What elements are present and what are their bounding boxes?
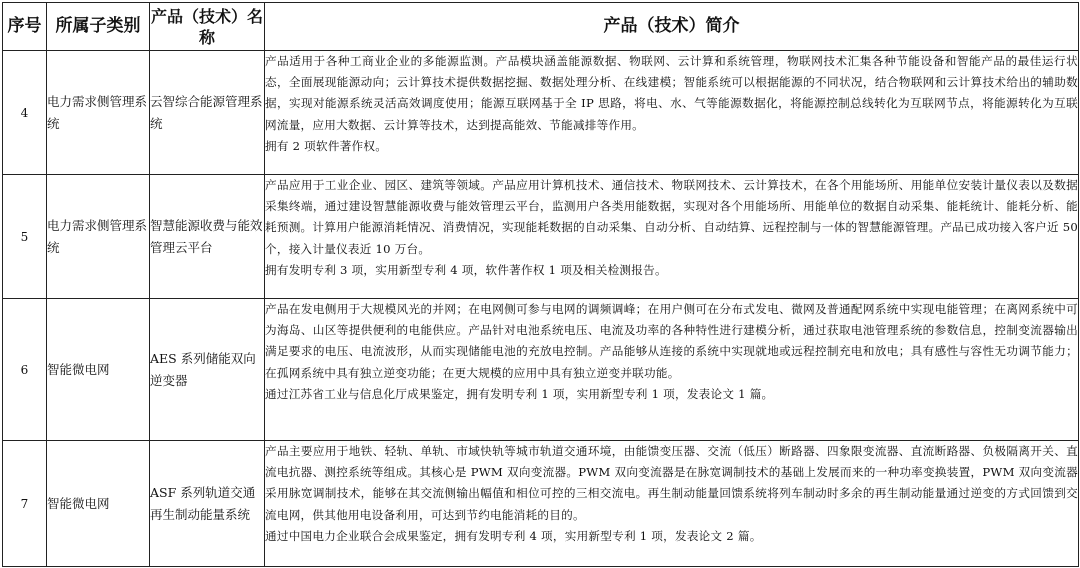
- table-row: [3, 441, 1079, 567]
- row-number: 7: [3, 441, 47, 567]
- row-intro-text: 产品适用于各种工商业企业的多能源监测。产品模块涵盖能源数据、物联网、云计算和系统管理，物联网技术汇集各种节能设备和智能产品的最佳运行状态，全面展现能源动向；云计算技术提供数据挖掘、数据处理分析、在线建模；智能系统可以根据能源的不同状况，结合物联网和云计算技术给出的辅助数据，实现对能源系统灵活高效调度使用；能源互联网基于全 IP 思路，将电、水、气等能源数据化，将能源控制总线转化为互联网节点，将能源转化为互联网流量，应用大数据、云计算等技术，达到提高能效、节能减排等作用。: [265, 54, 1078, 132]
- table-row: [3, 299, 1079, 441]
- row-intro: [265, 299, 1079, 441]
- row-intro-note: 通过江苏省工业与信息化厅成果鉴定，拥有发明专利 1 项，实用新型专利 1 项，发表论文 1 篇。: [265, 386, 774, 401]
- row-intro: [265, 51, 1079, 175]
- row-product-name: 云智综合能源管理系统: [150, 51, 265, 175]
- header-row: [3, 3, 1079, 51]
- row-number: 6: [3, 299, 47, 441]
- row-category: 智能微电网: [47, 441, 150, 567]
- row-intro-text: 产品在发电侧用于大规模风光的并网；在电网侧可参与电网的调频调峰；在用户侧可在分布式发电、微网及普通配网系统中实现电能管理；在离网系统中可为海岛、山区等提供便利的电能供应。产品针对电池系统电压、电流及功率的各种特性进行建模分析，通过获取电池管理系统的参数信息，控制变流器输出满足要求的电压、电流波形，从而实现储能电池的充放电控制。产品能够从连接的系统中实现就地或远程控制充电和放电；具有感性与容性无功调节能力；在孤网系统中具有独立逆变功能；在更大规模的应用中具有独立逆变并联功能。: [265, 302, 1078, 380]
- table-row: [3, 175, 1079, 299]
- product-table: [2, 2, 1079, 567]
- row-number: 5: [3, 175, 47, 299]
- row-intro-note: 通过中国电力企业联合会成果鉴定，拥有发明专利 4 项，实用新型专利 1 项，发表论文 2 篇。: [265, 528, 762, 543]
- row-intro-text: 产品主要应用于地铁、轻轨、单轨、市域快轨等城市轨道交通环境，由能馈变压器、交流（低压）断路器、四象限变流器、直流断路器、负极隔离开关、直流电抗器、测控系统等组成。其核心是 PWM 双向变流器。PWM 双向变流器是在脉宽调制技术的基础上发展而来的一种功率变换装置，PWM 双向变流器采用脉宽调制技术，能够在其交流侧输出幅值和相位可控的三相交流电。再生制动能量回馈系统将列车制动时多余的再生制动能量通过逆变的方式回馈到交流电网，供其他用电设备利用，可达到节约电能消耗的目的。: [265, 444, 1078, 522]
- row-category: 智能微电网: [47, 299, 150, 441]
- header-name: 产品（技术）名称: [150, 3, 265, 51]
- row-intro-note: 拥有发明专利 3 项，实用新型专利 4 项，软件著作权 1 项及相关检测报告。: [265, 262, 667, 277]
- row-category: 电力需求侧管理系统: [47, 175, 150, 299]
- row-intro-note: 拥有 2 项软件著作权。: [265, 138, 388, 153]
- header-no: 序号: [3, 3, 47, 51]
- table-row: [3, 51, 1079, 175]
- header-intro: 产品（技术）简介: [265, 3, 1079, 51]
- row-intro: [265, 441, 1079, 567]
- row-intro: [265, 175, 1079, 299]
- row-intro-text: 产品应用于工业企业、园区、建筑等领域。产品应用计算机技术、通信技术、物联网技术、云计算技术，在各个用能场所、用能单位安装计量仪表以及数据采集终端，通过建设智慧能源收费与能效管理云平台，监测用户各类用能数据，实现对各个用能场所、用能单位的数据自动采集、能耗统计、能耗分析、能耗预测。计算用户能源消耗情况、消费情况，实现能耗数据的自动采集、自动分析、自动结算、远程控制与一体的智慧能源管理。产品已成功接入客户近 50 个，接入计量仪表近 10 万台。: [265, 178, 1078, 256]
- header-category: 所属子类别: [47, 3, 150, 51]
- row-product-name: AES 系列储能双向逆变器: [150, 299, 265, 441]
- row-number: 4: [3, 51, 47, 175]
- row-product-name: 智慧能源收费与能效管理云平台: [150, 175, 265, 299]
- row-product-name: ASF 系列轨道交通再生制动能量系统: [150, 441, 265, 567]
- row-category: 电力需求侧管理系统: [47, 51, 150, 175]
